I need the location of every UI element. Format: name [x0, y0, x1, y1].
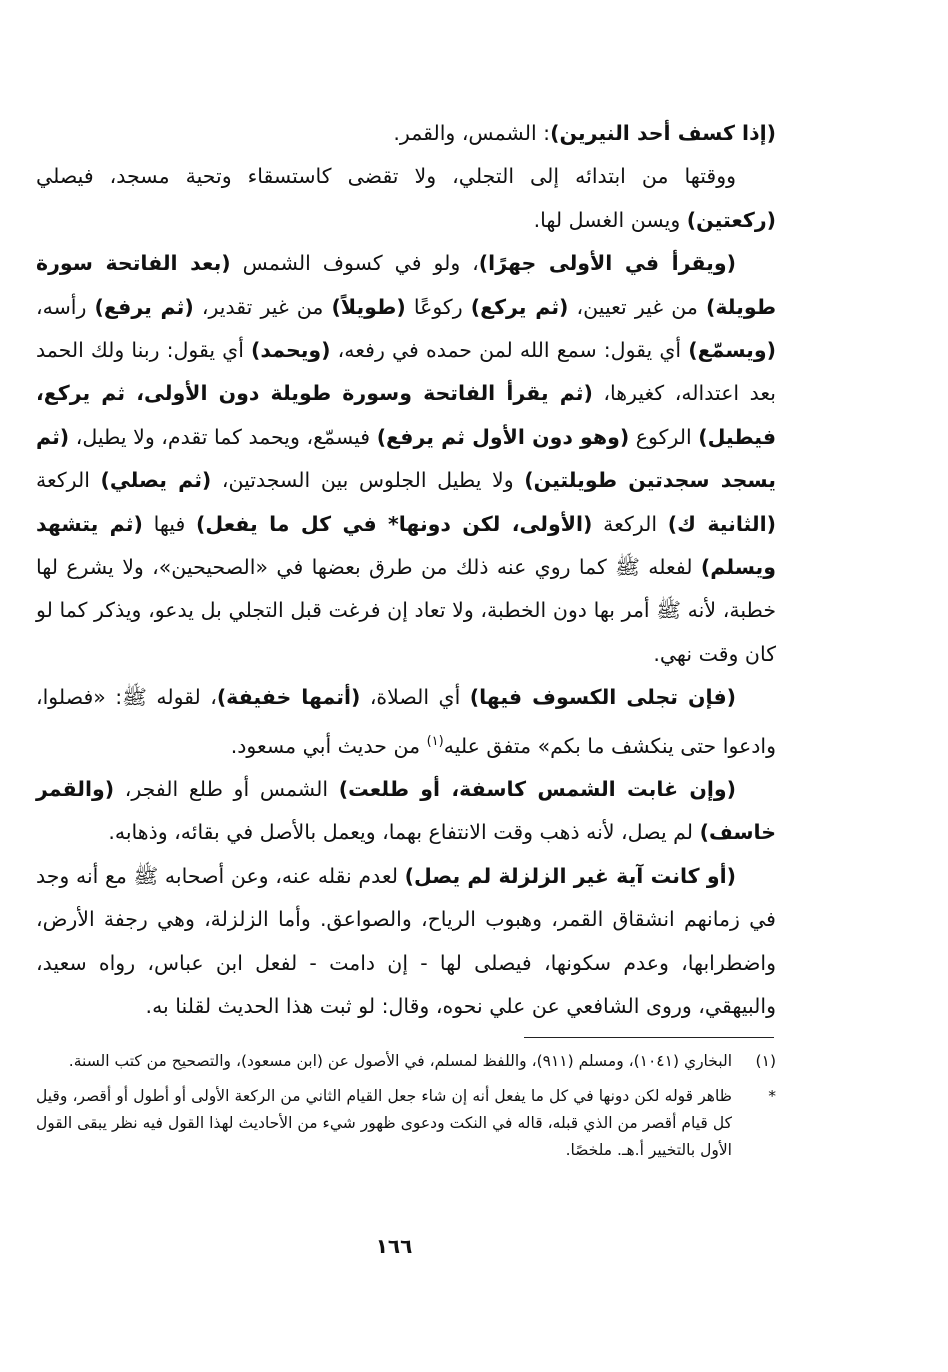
footnotes	[36, 1048, 776, 1172]
bold-text: (ثم يرفع)	[94, 294, 194, 319]
body-text: ويسن الغسل لها.	[533, 207, 687, 232]
body-text: من غير تعيين،	[568, 294, 706, 319]
bold-text: (ثم يركع)	[470, 294, 569, 319]
body-text: أي الصلاة،	[360, 685, 470, 710]
body-text: لفعله ﷺ كما روي عنه ذلك من طرق بعضها في «الصحيحين»، ولا يشرع لها خطبة، لأنه ﷺ أمر بها دون الخطبة، ولا تعاد إن فرغت قبل التجلي بل يدعو، ويذكر كما لو كان وقت نهي.	[36, 555, 776, 666]
footnote-text: البخاري (١٠٤١)، ومسلم (٩١١)، واللفظ لمسلم، في الأصول عن (ابن مسعود)، والتصحيح من كتب السنة.	[68, 1052, 732, 1070]
bold-text: (وهو دون الأول ثم يرفع)	[376, 424, 630, 449]
body-text: رأسه،	[36, 294, 95, 319]
footnote	[36, 1083, 776, 1164]
footnote-mark: (١)	[755, 1052, 776, 1070]
bold-text: (ويحمد)	[251, 338, 331, 363]
body-text: ولا يطيل الجلوس بين السجدتين،	[211, 468, 525, 493]
bold-text: (ثم يسجد سجدتين طويلتين)	[36, 424, 776, 493]
body-text: لم يصل، لأنه ذهب وقت الانتفاع بهما، ويعمل بالأصل في بقائه، وذهابه.	[108, 820, 700, 845]
body-text: ووقتها من ابتدائه إلى التجلي، ولا تقضى كاستسقاء وتحية مسجد، فيصلي	[36, 164, 736, 189]
bold-text: (ثم يقرأ الفاتحة وسورة طويلة دون الأولى، ثم يركع، فيطيل)	[36, 381, 777, 449]
body-text: الركعة	[592, 511, 668, 536]
body-text: الركوع	[629, 424, 699, 449]
bold-text: (بعد الفاتحة سورة طويلة)	[36, 251, 776, 319]
bold-text: (ويسمّع)	[688, 338, 776, 363]
footnote-text: ظاهر قوله لكن دونها في كل ما يفعل أنه إن شاء جعل القيام الثاني من الركعة الأولى أو أطول أو أقصر، وقيل كل قيام أقصر من الذي قبله، قاله في النكت ودعوى ظهور شيء من الأحاديث لهذا القول فيه نظر يبقى القول الأول بالتخيير أ.هـ. ملخصًا.	[36, 1087, 732, 1159]
footnote-divider	[524, 1037, 774, 1038]
body-text: أي يقول: ربنا ولك الحمد بعد اعتداله، كغيرها،	[36, 338, 776, 406]
body-text: الشمس أو طلع الفجر،	[114, 776, 339, 801]
body-text: فيسمّع، ويحمد كما تقدم، ولا يطيل،	[69, 424, 377, 449]
bold-text: (ثم يتشهد ويسلم)	[36, 511, 776, 580]
footnote-ref: (١)	[426, 733, 444, 749]
bold-text: (الأولى، لكن دونها* في كل ما يفعل)	[196, 511, 593, 536]
body-text: من حديث أبي مسعود.	[230, 733, 427, 758]
footnote	[36, 1048, 776, 1075]
body-text: لعدم نقله عنه، وعن أصحابه ﷺ مع أنه وجد في زمانهم انشقاق القمر، وهبوب الرياح، والصواعق. وأما الزلزلة، وهي رجفة الأرض، واضطرابها، وعدم سكونها، فيصلى لها - إن دامت - لفعل ابن عباس، رواه سعيد، والبيهقي، وروى الشافعي عن علي نحوه، وقال: لو ثبت هذا الحديث لقلنا به.	[36, 863, 776, 1018]
body-text: من غير تقدير،	[193, 294, 332, 319]
body-text: الركعة	[36, 468, 101, 493]
body-text: : الشمس، والقمر.	[393, 121, 551, 145]
main-text	[36, 112, 776, 1028]
body-text: ، لقوله ﷺ: «فصلوا، وادعوا حتى ينكشف ما بكم» متفق عليه	[36, 685, 776, 758]
bold-text: (فإن تجلى الكسوف فيها)	[469, 685, 736, 710]
body-text: فيها	[142, 511, 197, 536]
bold-text: (والقمر خاسف)	[36, 776, 776, 845]
bold-text: (الثانية ك)	[667, 511, 776, 536]
bold-text: (ويقرأ في الأولى جهرًا)	[478, 251, 736, 276]
paragraph	[36, 855, 776, 1029]
page-number: ١٦٦	[375, 1234, 413, 1258]
bold-text: (أتمها خفيفة)	[216, 685, 361, 710]
body-text: ركوعًا	[405, 294, 471, 319]
bold-text: (ثم يصلي)	[100, 468, 212, 493]
bold-text: (ركعتين)	[686, 207, 776, 232]
paragraph	[36, 155, 776, 242]
bold-text: (أو كانت آية غير الزلزلة لم يصل)	[404, 863, 736, 888]
paragraph	[36, 242, 776, 676]
footnote-mark: *	[768, 1087, 776, 1105]
paragraph	[36, 768, 776, 855]
paragraph	[36, 676, 776, 768]
bold-text: (إذا كسف أحد النيرين)	[550, 121, 776, 145]
bold-text: (وإن غابت الشمس كاسفة، أو طلعت)	[338, 776, 736, 801]
paragraph	[36, 112, 776, 155]
body-text: أي يقول: سمع الله لمن حمده في رفعه،	[330, 338, 689, 363]
body-text: ، ولو في كسوف الشمس	[230, 251, 479, 276]
bold-text: (طويلاً)	[331, 294, 406, 319]
